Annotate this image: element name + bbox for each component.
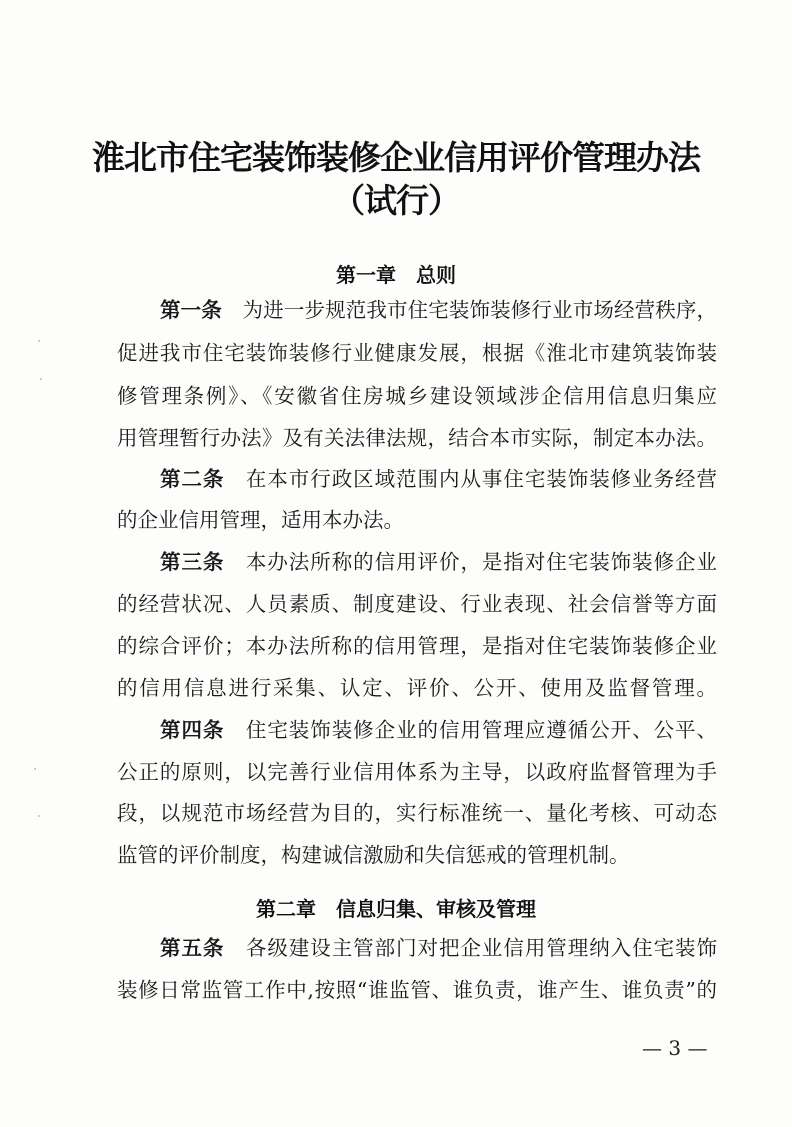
article-5-line (160, 935, 717, 961)
document-subtitle: （试行） (332, 181, 460, 220)
article-label: 第三条 (160, 550, 225, 574)
article-text: 各级建设主管部门对把企业信用管理纳入住宅装饰 (245, 936, 718, 960)
article-label: 第四条 (160, 718, 225, 742)
article-1-line (160, 297, 717, 323)
article-2-line (160, 466, 717, 492)
article-4-line (160, 717, 717, 743)
page-number: — 3 — (642, 1036, 708, 1060)
paragraph-line: 公正的原则，以完善行业信用体系为主导，以政府监督管理为手 (117, 760, 717, 784)
paragraph-line: 装修日常监管工作中,按照“谁监管、谁负责，谁产生、谁负责”的 (117, 978, 717, 1002)
paragraph-line: 段，以规范市场经营为目的，实行标准统一、量化考核、可动态 (117, 801, 717, 825)
article-text: 在本市行政区域范围内从事住宅装饰装修业务经营 (245, 467, 718, 491)
paragraph-line: 监管的评价制度，构建诚信激励和失信惩戒的管理机制。 (117, 843, 630, 867)
article-3-line (160, 549, 717, 575)
chapter-heading-2: 第二章 信息归集、审核及管理 (256, 897, 536, 921)
document-title: 淮北市住宅装饰装修企业信用评价管理办法 (92, 138, 700, 177)
scan-speck (38, 815, 40, 817)
article-text: 住宅装饰装修企业的信用管理应遵循公开、公平、 (245, 718, 718, 742)
scan-speck (34, 768, 36, 770)
paragraph-line: 的企业信用管理，适用本办法。 (117, 508, 404, 532)
scan-speck (40, 378, 42, 380)
chapter-heading-1: 第一章 总则 (336, 263, 456, 287)
paragraph-line: 用管理暂行办法》及有关法律法规，结合本市实际，制定本办法。 (117, 426, 717, 450)
article-label: 第一条 (160, 298, 222, 322)
paragraph-line: 的信用信息进行采集、认定、评价、公开、使用及监督管理。 (117, 676, 717, 700)
paragraph-line: 的经营状况、人员素质、制度建设、行业表现、社会信誉等方面 (117, 592, 717, 616)
paragraph-line: 促进我市住宅装饰装修行业健康发展，根据《淮北市建筑装饰装 (117, 341, 717, 365)
article-label: 第二条 (160, 467, 225, 491)
paragraph-line: 修管理条例》、《安徽省住房城乡建设领域涉企信用信息归集应 (117, 384, 717, 408)
article-label: 第五条 (160, 936, 225, 960)
article-text: 为进一步规范我市住宅装饰装修行业市场经营秩序， (242, 298, 718, 322)
scan-speck (38, 340, 40, 342)
article-text: 本办法所称的信用评价，是指对住宅装饰装修企业 (245, 550, 718, 574)
paragraph-line: 的综合评价；本办法所称的信用管理，是指对住宅装饰装修企业 (117, 634, 717, 658)
